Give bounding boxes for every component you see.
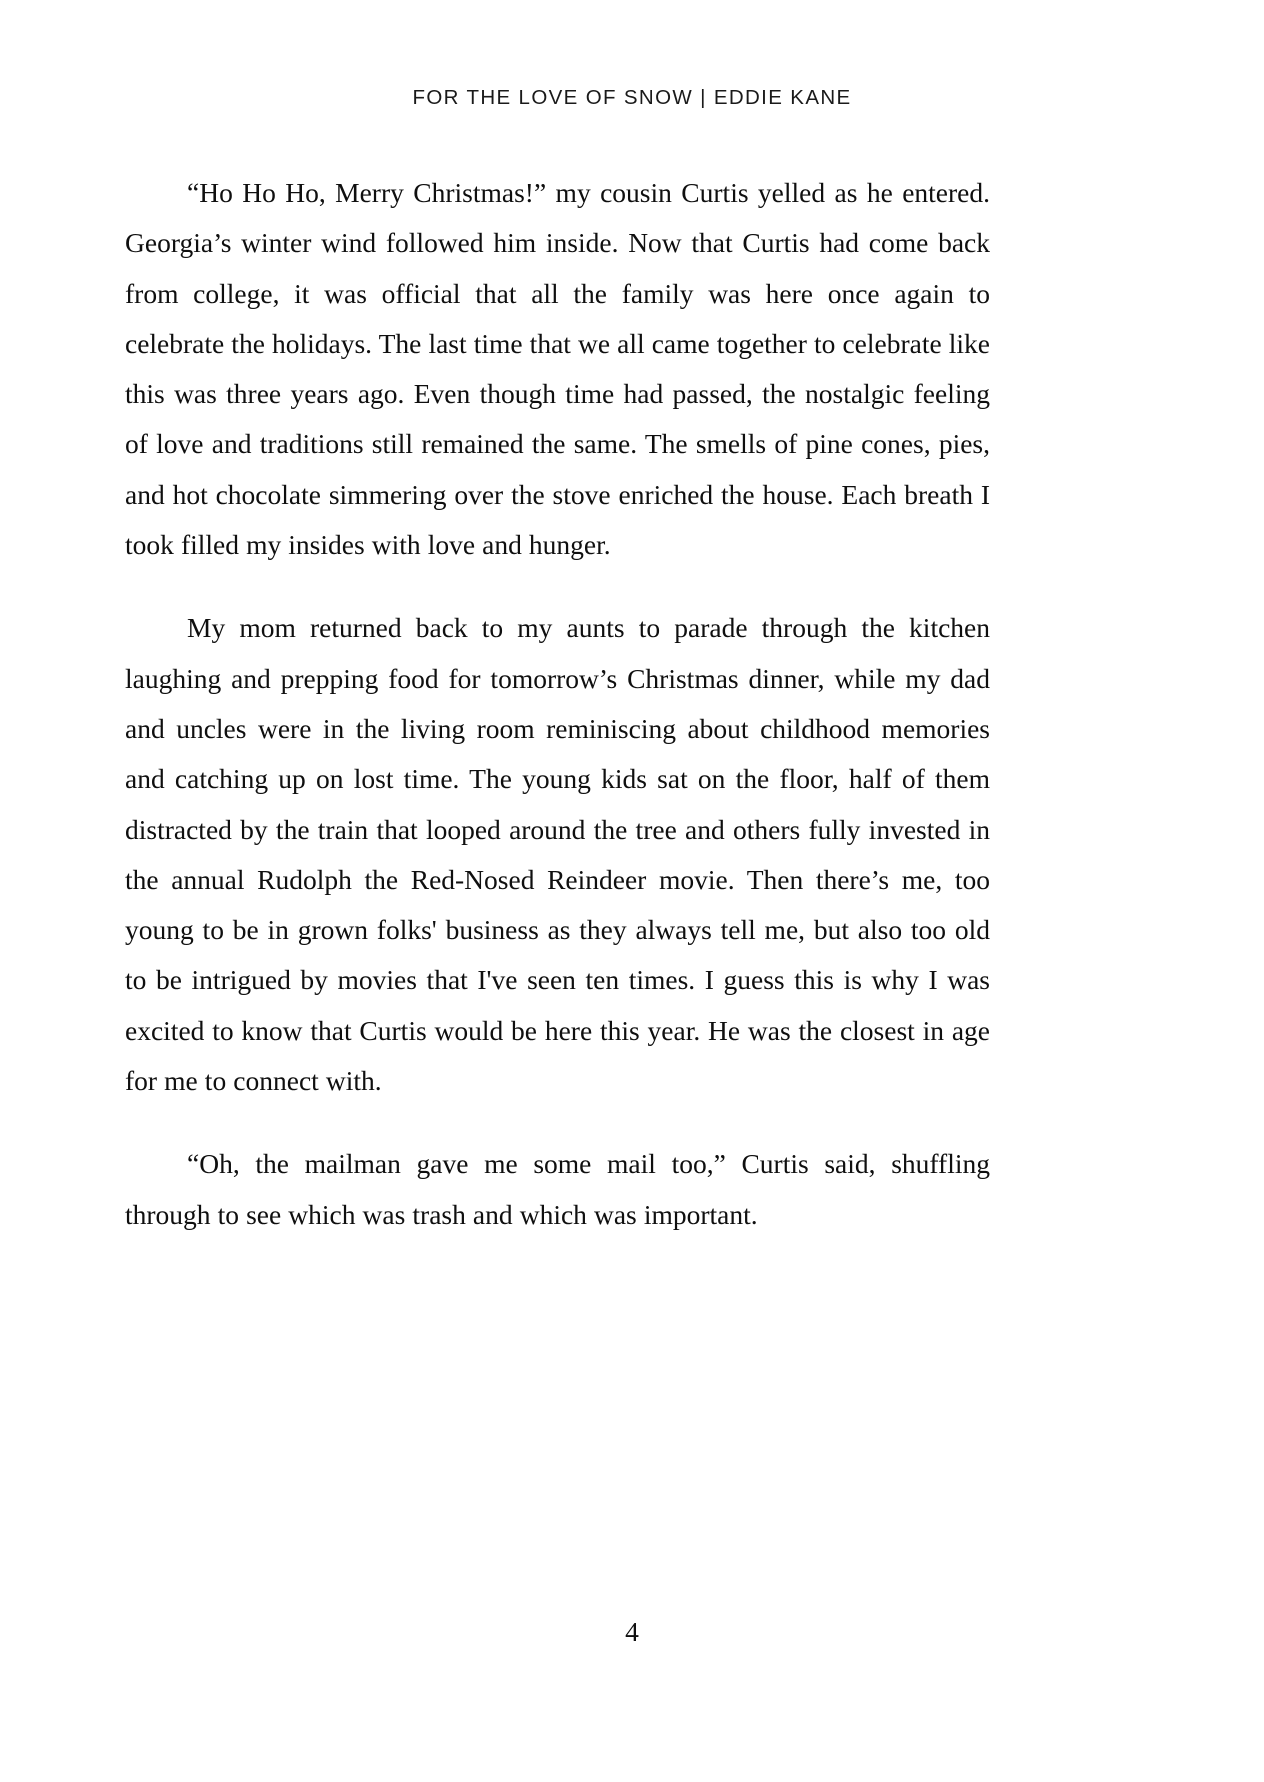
body-paragraph: “Oh, the mailman gave me some mail too,” Curtis said, shuffling through to see which was trash and which was important. [125,1148,990,1230]
running-header: FOR THE LOVE OF SNOW | EDDIE KANE [412,86,852,109]
body-text-block [125,168,990,1240]
body-paragraph: My mom returned back to my aunts to parade through the kitchen laughing and prepping food for tomorrow’s Christmas dinner, while my dad and uncles were in the living room reminiscing about childhood memories and catching up on lost time. The young kids sat on the floor, half of them distracted by the train that looped around the tree and others fully invested in the annual Rudolph the Red-Nosed Reindeer movie. Then there’s me, too young to be in grown folks' business as they always tell me, but also too old to be intrigued by movies that I've seen ten times. I guess this is why I was excited to know that Curtis would be here this year. He was the closest in age for me to connect with. [125,612,990,1097]
page-number: 4 [625,1616,639,1647]
body-paragraph: “Ho Ho Ho, Merry Christmas!” my cousin Curtis yelled as he entered. Georgia’s winter wind followed him inside. Now that Curtis had come back from college, it was official that all the family was here once again to celebrate the holidays. The last time that we all came together to celebrate like this was three years ago. Even though time had passed, the nostalgic feeling of love and traditions still remained the same. The smells of pine cones, pies, and hot chocolate simmering over the stove enriched the house. Each breath I took filled my insides with love and hunger. [125,177,990,561]
